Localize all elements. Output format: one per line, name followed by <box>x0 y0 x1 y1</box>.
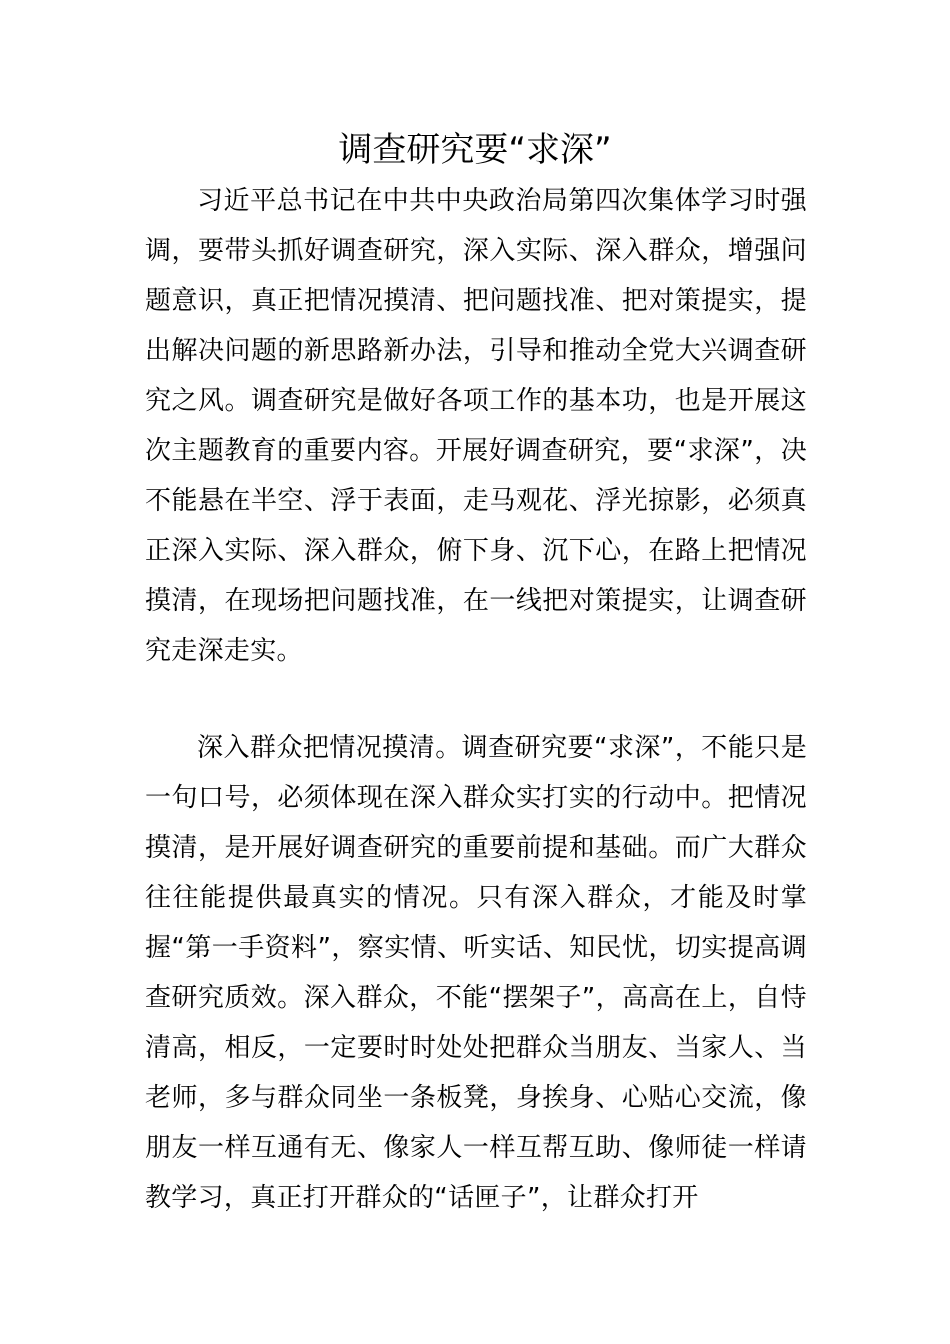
document-title: 调查研究要“求深” <box>338 130 612 170</box>
body-paragraph-1: 习近平总书记在中共中央政治局第四次集体学习时强调，要带头抓好调查研究，深入实际、深入群众，增强问题意识，真正把情况摸清、把问题找准、把对策提实，提出解决问题的新思路新办法，引导和推动全党大兴调查研究之风。调查研究是做好各项工作的基本功，也是开展这次主题教育的重要内容。开展好调查研究，要“求深”，决不能悬在半空、浮于表面，走马观花、浮光掠影，必须真正深入实际、深入群众，俯下身、沉下心，在路上把情况摸清，在现场把问题找准，在一线把对策提实，让调查研究走深走实。 <box>145 186 807 666</box>
body-paragraph-2: 深入群众把情况摸清。调查研究要“求深”，不能只是一句口号，必须体现在深入群众实打实的行动中。把情况摸清，是开展好调查研究的重要前提和基础。而广大群众往往能提供最真实的情况。只有深入群众，才能及时掌握“第一手资料”，察实情、听实话、知民忧，切实提高调查研究质效。深入群众，不能“摆架子”，高高在上，自恃清高，相反，一定要时时处处把群众当朋友、当家人、当老师，多与群众同坐一条板凳，身挨身、心贴心交流，像朋友一样互通有无、像家人一样互帮互助、像师徒一样请教学习，真正打开群众的“话匣子”，让群众打开 <box>145 733 807 1213</box>
